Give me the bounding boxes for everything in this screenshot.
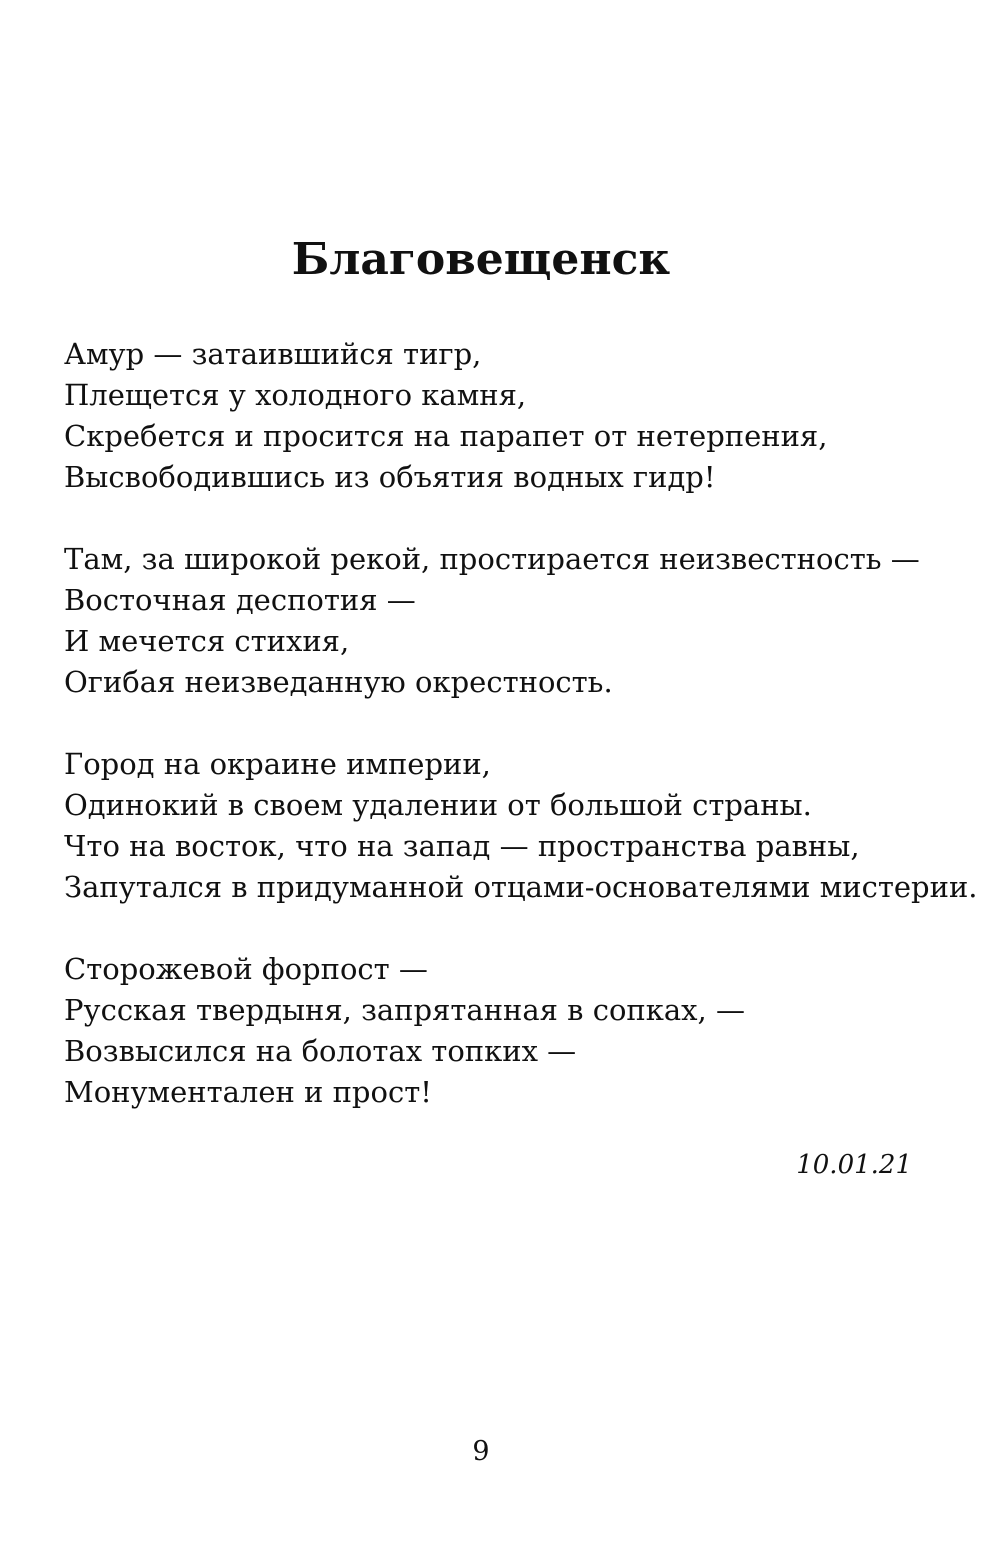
poem-line: Сторожевой форпост —	[64, 952, 428, 986]
poem-line: Скребется и просится на парапет от нетерпения,	[64, 419, 828, 453]
stanza-1	[64, 334, 964, 498]
poem-body	[64, 334, 978, 1154]
poem-line: Монументален и прост!	[64, 1075, 432, 1109]
poem-line: Амур — затаившийся тигр,	[64, 337, 482, 371]
poem-date: 10.01.21	[796, 1150, 912, 1180]
poem-line: Одинокий в своем удалении от большой страны.	[64, 788, 812, 822]
poem-line: Возвысился на болотах топких —	[64, 1034, 577, 1068]
poem-line: Русская твердыня, запрятанная в сопках, —	[64, 993, 745, 1027]
poem-line: Что на восток, что на запад — пространства равны,	[64, 829, 860, 863]
poem-line: Запутался в придуманной отцами-основателями мистерии.	[64, 870, 978, 904]
poem-line: Там, за широкой рекой, простирается неизвестность —	[64, 542, 920, 576]
poem-title: Благовещенск	[291, 234, 671, 285]
poem-line: И мечется стихия,	[64, 624, 350, 658]
page-number: 9	[472, 1436, 490, 1467]
poem-line: Высвободившись из объятия водных гидр!	[64, 460, 716, 494]
poem-line: Восточная деспотия —	[64, 583, 416, 617]
poem-line: Плещется у холодного камня,	[64, 378, 527, 412]
poem-line: Огибая неизведанную окрестность.	[64, 665, 613, 699]
stanza-3	[64, 744, 978, 908]
stanza-4	[64, 949, 964, 1113]
poem-line: Город на окраине империи,	[64, 747, 491, 781]
stanza-2	[64, 539, 964, 703]
